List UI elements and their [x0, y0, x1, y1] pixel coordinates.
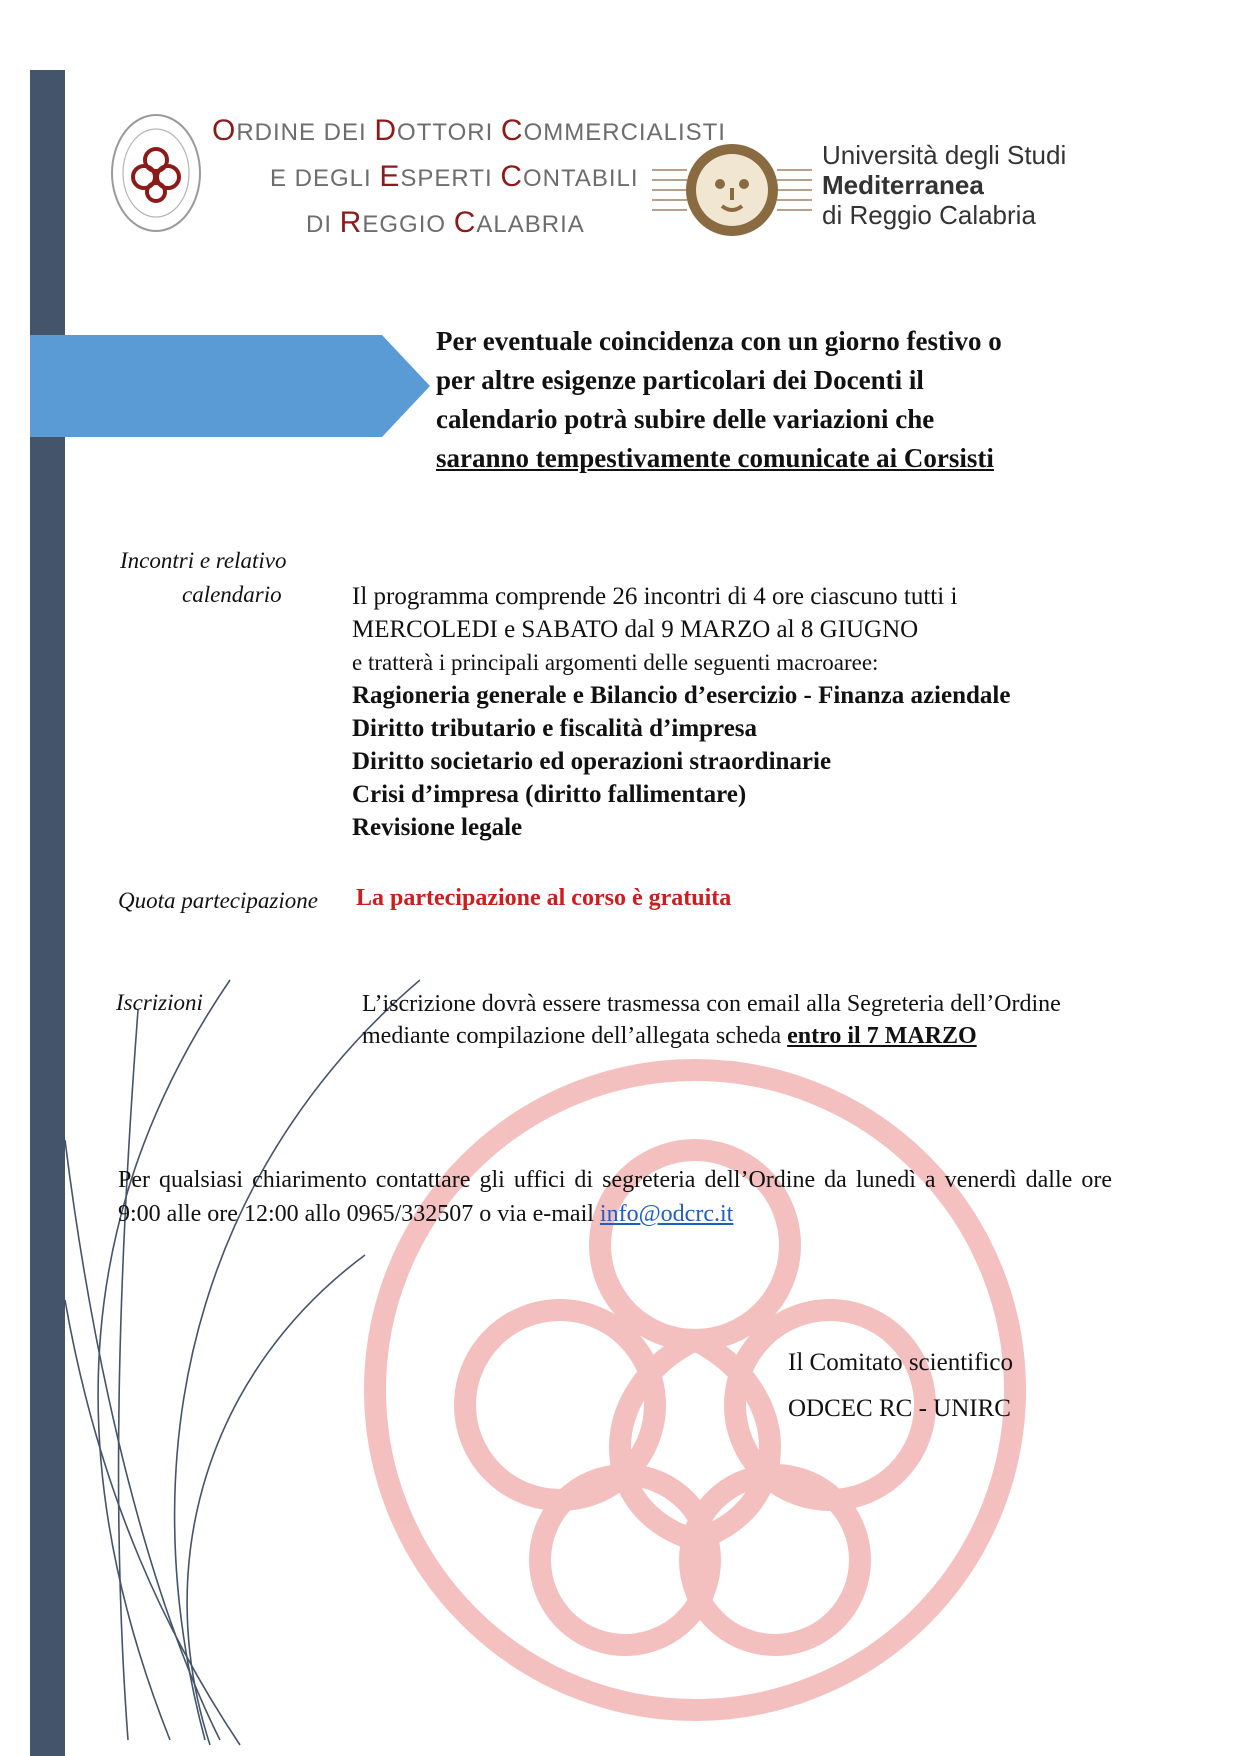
banner-arrow — [30, 335, 430, 437]
notice-line-2: per altre esigenze particolari dei Docenti il — [436, 365, 924, 395]
quota-text: La partecipazione al corso è gratuita — [356, 885, 732, 911]
incontri-label: Incontri e relativo — [120, 548, 287, 573]
calendar-variation-notice — [436, 322, 1116, 478]
odcec-seal-icon — [108, 110, 204, 236]
notice-line-1: Per eventuale coincidenza con un giorno festivo o — [436, 326, 1002, 356]
iscrizioni-label: Iscrizioni — [116, 990, 203, 1015]
macroarea-item: Diritto tributario e fiscalità d’impresa — [352, 715, 758, 742]
email-link[interactable]: info@odcrc.it — [599, 1201, 734, 1227]
unirc-lion-emblem-icon — [652, 140, 812, 240]
odcec-logo-line-3: DI REGGIO CALABRIA — [306, 206, 585, 239]
programma-line-2: MERCOLEDI e SABATO dal 9 MARZO al 8 GIUGNO — [352, 616, 919, 643]
odcec-logo-line-2: E DEGLI ESPERTI CONTABILI — [270, 160, 639, 193]
unirc-line-1: Università degli Studi — [822, 140, 1067, 170]
signature-line-2: ODCEC RC - UNIRC — [788, 1395, 1011, 1422]
calendario-label: calendario — [182, 582, 282, 607]
macroarea-item: Ragioneria generale e Bilancio d’esercizio - Finanza aziendale — [352, 682, 1011, 709]
programma-line-1: Il programma comprende 26 incontri di 4 ore ciascuno tutti i — [352, 583, 958, 610]
unirc-line-3: di Reggio Calabria — [822, 200, 1036, 230]
contatti-text: Per qualsiasi chiarimento contattare gli uffici di segreteria dell’Ordine da lunedì a venerdì dalle ore 9:00 alle ore 12:00 allo 0965/332507 o via e-mail — [118, 1167, 1112, 1227]
signature-line-1: Il Comitato scientifico — [788, 1349, 1013, 1376]
unirc-line-2: Mediterranea — [822, 170, 984, 200]
iscrizioni-body: L’iscrizione dovrà essere trasmessa con email alla Segreteria dell’Ordine mediante compilazione dell’allegata scheda — [362, 991, 1061, 1049]
iscrizioni-text — [362, 988, 1122, 1052]
signature-block — [788, 1340, 1013, 1432]
programma-line-3: e tratterà i principali argomenti delle seguenti macroaree: — [352, 650, 879, 675]
notice-line-3: calendario potrà subire delle variazioni che — [436, 404, 935, 434]
unirc-logo-text — [822, 140, 1066, 230]
quota-label: Quota partecipazione — [118, 888, 318, 913]
programma-section — [352, 580, 1072, 844]
odcec-logo-line-1: ORDINE DEI DOTTORI COMMERCIALISTI — [212, 114, 726, 147]
macroarea-item: Diritto societario ed operazioni straordinarie — [352, 748, 832, 775]
macroarea-item: Revisione legale — [352, 814, 523, 841]
macroarea-item: Crisi d’impresa (diritto fallimentare) — [352, 781, 747, 808]
iscrizioni-deadline: entro il 7 MARZO — [787, 1023, 977, 1049]
contatti-paragraph — [118, 1163, 1112, 1231]
notice-line-4: saranno tempestivamente comunicate ai Corsisti — [436, 443, 994, 473]
